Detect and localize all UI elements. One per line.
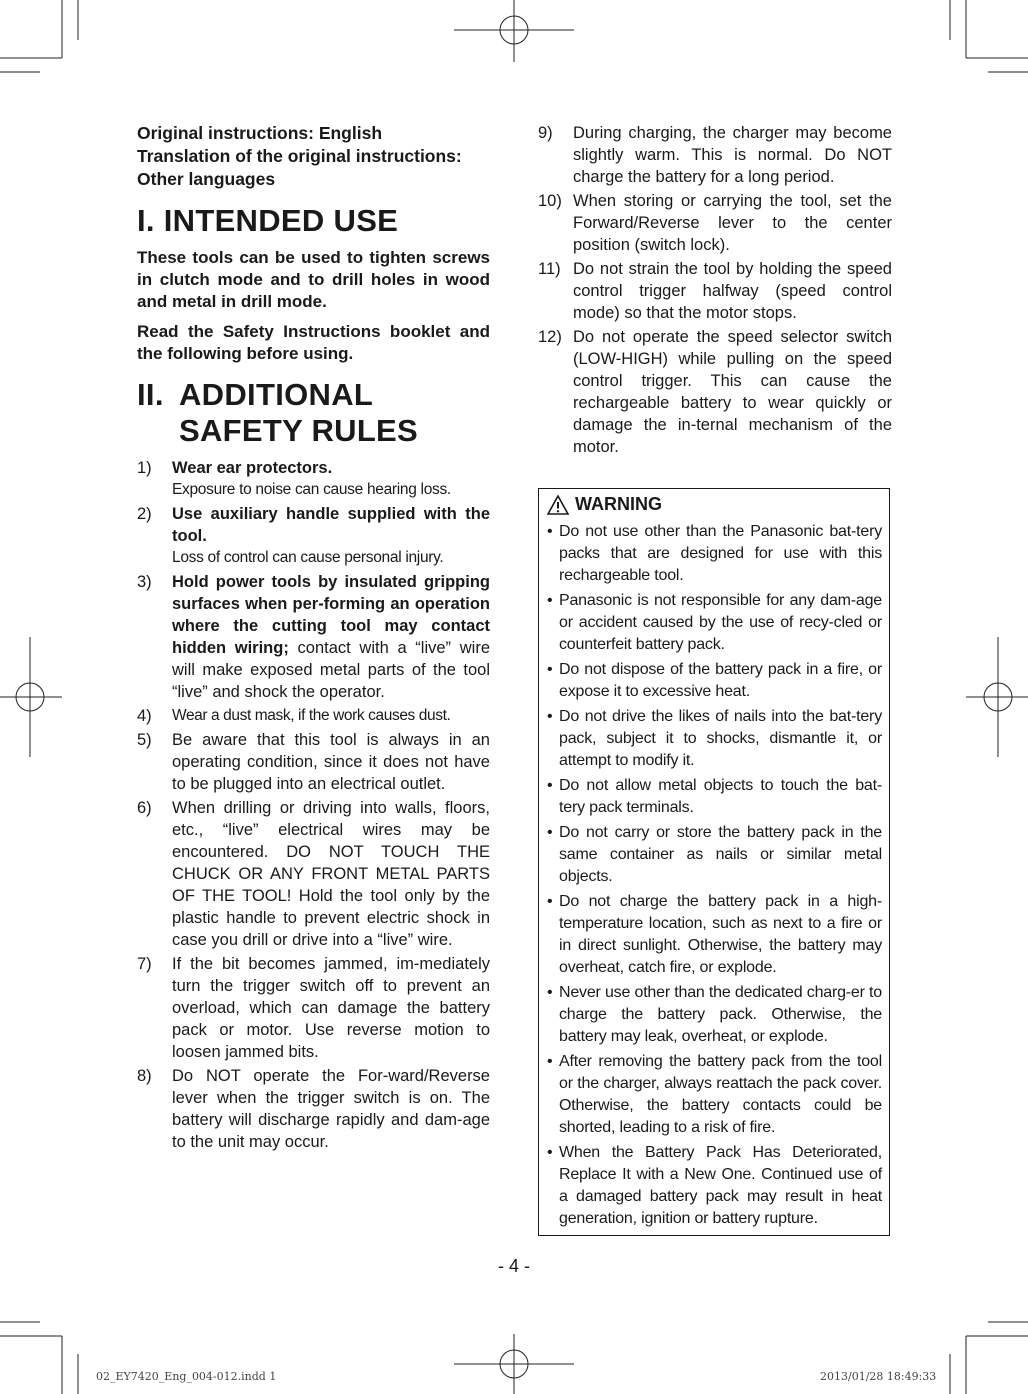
item-bold: Wear ear protectors. [172, 459, 333, 477]
list-item [538, 190, 892, 256]
warning-item-text: Do not dispose of the battery pack in a fire, or expose it to excessive heat. [559, 661, 882, 700]
list-item [137, 705, 490, 727]
item-number: 5) [137, 731, 152, 749]
warning-item-text: Do not drive the likes of nails into the bat-tery pack, subject it to shocks, dismantle it, or attempt to modify it. [559, 708, 882, 769]
list-item: • Do not carry or store the battery pack in the same container as nails or similar metal objects. [547, 822, 882, 888]
left-column [137, 122, 490, 1155]
warning-list [547, 521, 882, 1230]
warning-triangle-icon [547, 495, 569, 515]
safety-rules-list-continued [538, 122, 892, 458]
item-sub: Exposure to noise can cause hearing loss. [172, 481, 451, 498]
header-line-2: Translation of the original instructions: [137, 146, 462, 166]
item-text: If the bit becomes jammed, im-mediately turn the trigger switch off to prevent an overload, which can damage the battery pack or motor. Use reverse motion to loosen jammed bits. [172, 955, 490, 1061]
item-number: 3) [137, 573, 152, 591]
slug-timestamp: 2013/01/28 18:49:33 [820, 1370, 937, 1383]
list-item [137, 457, 490, 501]
warning-item-text: Do not carry or store the battery pack in the same container as nails or similar metal objects. [559, 824, 882, 885]
warning-item-text: Panasonic is not responsible for any dam-age or accident caused by the use of recy-cled or counterfeit battery pack. [559, 592, 882, 653]
item-text: Be aware that this tool is always in an operating condition, since it does not have to be plugged into an electrical outlet. [172, 731, 490, 793]
list-item: • After removing the battery pack from the tool or the charger, always reattach the pack cover. Otherwise, the battery contacts could be shorted, leading to a risk of fire. [547, 1051, 882, 1139]
list-item [137, 503, 490, 569]
section2-title-line1: ADDITIONAL [179, 377, 374, 412]
section1-title: I. INTENDED USE [137, 203, 399, 238]
item-bold: Hold power tools by insulated gripping surfaces when per-forming an operation where the cutting tool may contact hidden wiring; [172, 573, 490, 657]
list-item [538, 326, 892, 458]
section2-title-line2: SAFETY RULES [179, 413, 419, 448]
item-text: During charging, the charger may become slightly warm. This is normal. Do NOT charge the battery for a long period. [573, 124, 892, 186]
list-item [137, 571, 490, 703]
item-number: 4) [137, 707, 152, 725]
list-item: • Do not drive the likes of nails into the bat-tery pack, subject it to shocks, dismantle it, or attempt to modify it. [547, 706, 882, 772]
warning-item-text: Do not allow metal objects to touch the bat-tery pack terminals. [559, 777, 882, 816]
right-column [538, 122, 892, 460]
warning-title: WARNING [575, 494, 662, 514]
section2-number: II. [137, 377, 164, 412]
item-sub: Loss of control can cause personal injury. [172, 549, 444, 566]
item-text: Do NOT operate the For-ward/Reverse lever when the trigger switch is on. The battery will discharge rapidly and dam-age to the unit may occur. [172, 1067, 490, 1151]
warning-item-text: Do not use other than the Panasonic bat-tery packs that are designed for use with this rechargeable tool. [559, 523, 882, 584]
item-number: 1) [137, 459, 152, 477]
item-text: When drilling or driving into walls, floors, etc., “live” electrical wires may be encountered. DO NOT TOUCH THE CHUCK OR ANY FRONT METAL PARTS OF THE TOOL! Hold the tool only by the plastic handle to prevent electric shock in case you drill or drive into a “live” wire. [172, 799, 490, 949]
list-item [538, 258, 892, 324]
section2-title [137, 377, 490, 449]
item-number: 7) [137, 955, 152, 973]
list-item [538, 122, 892, 188]
warning-item-text: Never use other than the dedicated charg-er to charge the battery pack. Otherwise, the battery may leak, overheat, or explode. [559, 984, 882, 1045]
list-item [137, 797, 490, 951]
header-line-1: Original instructions: English [137, 123, 383, 143]
page-number: - 4 - [497, 1256, 530, 1276]
list-item: • Never use other than the dedicated charg-er to charge the battery pack. Otherwise, the battery may leak, overheat, or explode. [547, 982, 882, 1048]
header-line-3: Other languages [137, 169, 276, 189]
list-item: • Panasonic is not responsible for any dam-age or accident caused by the use of recy-cled or counterfeit battery pack. [547, 590, 882, 656]
warning-item-text: Do not charge the battery pack in a high-temperature location, such as next to a fire or in direct sunlight. Otherwise, the battery may overheat, catch fire, or explode. [559, 893, 882, 976]
item-number: 11) [538, 260, 561, 278]
warning-item-text: After removing the battery pack from the tool or the charger, always reattach the pack cover. Otherwise, the battery contacts could be shorted, leading to a risk of fire. [559, 1053, 882, 1136]
warning-box [538, 488, 890, 1236]
section1-para1: These tools can be used to tighten screws in clutch mode and to drill holes in wood and metal in drill mode. [137, 248, 490, 311]
item-text: Do not operate the speed selector switch (LOW-HIGH) while pulling on the speed control trigger. This can cause the rechargeable battery to wear quickly or damage the in-ternal mechanism of the motor. [573, 328, 892, 456]
item-number: 6) [137, 799, 152, 817]
item-text: contact with a “live” wire will make exposed metal parts of the tool “live” and shock the operator. [172, 639, 490, 701]
list-item: • Do not charge the battery pack in a high-temperature location, such as next to a fire or in direct sunlight. Otherwise, the battery may overheat, catch fire, or explode. [547, 891, 882, 979]
list-item: • Do not dispose of the battery pack in a fire, or expose it to excessive heat. [547, 659, 882, 703]
item-number: 10) [538, 192, 562, 210]
list-item: • Do not allow metal objects to touch the bat-tery pack terminals. [547, 775, 882, 819]
list-item: • When the Battery Pack Has Deteriorated, Replace It with a New One. Continued use of a damaged battery pack may result in heat generation, ignition or battery rupture. [547, 1142, 882, 1230]
section1-para2: Read the Safety Instructions booklet and the following before using. [137, 322, 490, 363]
item-number: 9) [538, 124, 553, 142]
list-item: • Do not use other than the Panasonic bat-tery packs that are designed for use with this rechargeable tool. [547, 521, 882, 587]
item-number: 12) [538, 328, 562, 346]
list-item [137, 729, 490, 795]
warning-header [547, 494, 882, 515]
item-text: Do not strain the tool by holding the speed control trigger halfway (speed control mode) so that the motor stops. [573, 260, 892, 322]
item-bold: Use auxiliary handle supplied with the tool. [172, 505, 490, 545]
slug-filename: 02_EY7420_Eng_004-012.indd 1 [96, 1370, 277, 1383]
item-text: Wear a dust mask, if the work causes dust. [172, 707, 451, 724]
item-text: When storing or carrying the tool, set the Forward/Reverse lever to the center position (switch lock). [573, 192, 892, 254]
list-item [137, 1065, 490, 1153]
item-number: 8) [137, 1067, 152, 1085]
item-number: 2) [137, 505, 152, 523]
warning-item-text: When the Battery Pack Has Deteriorated, Replace It with a New One. Continued use of a damaged battery pack may result in heat generation, ignition or battery rupture. [559, 1144, 882, 1227]
list-item [137, 953, 490, 1063]
safety-rules-list [137, 457, 490, 1153]
